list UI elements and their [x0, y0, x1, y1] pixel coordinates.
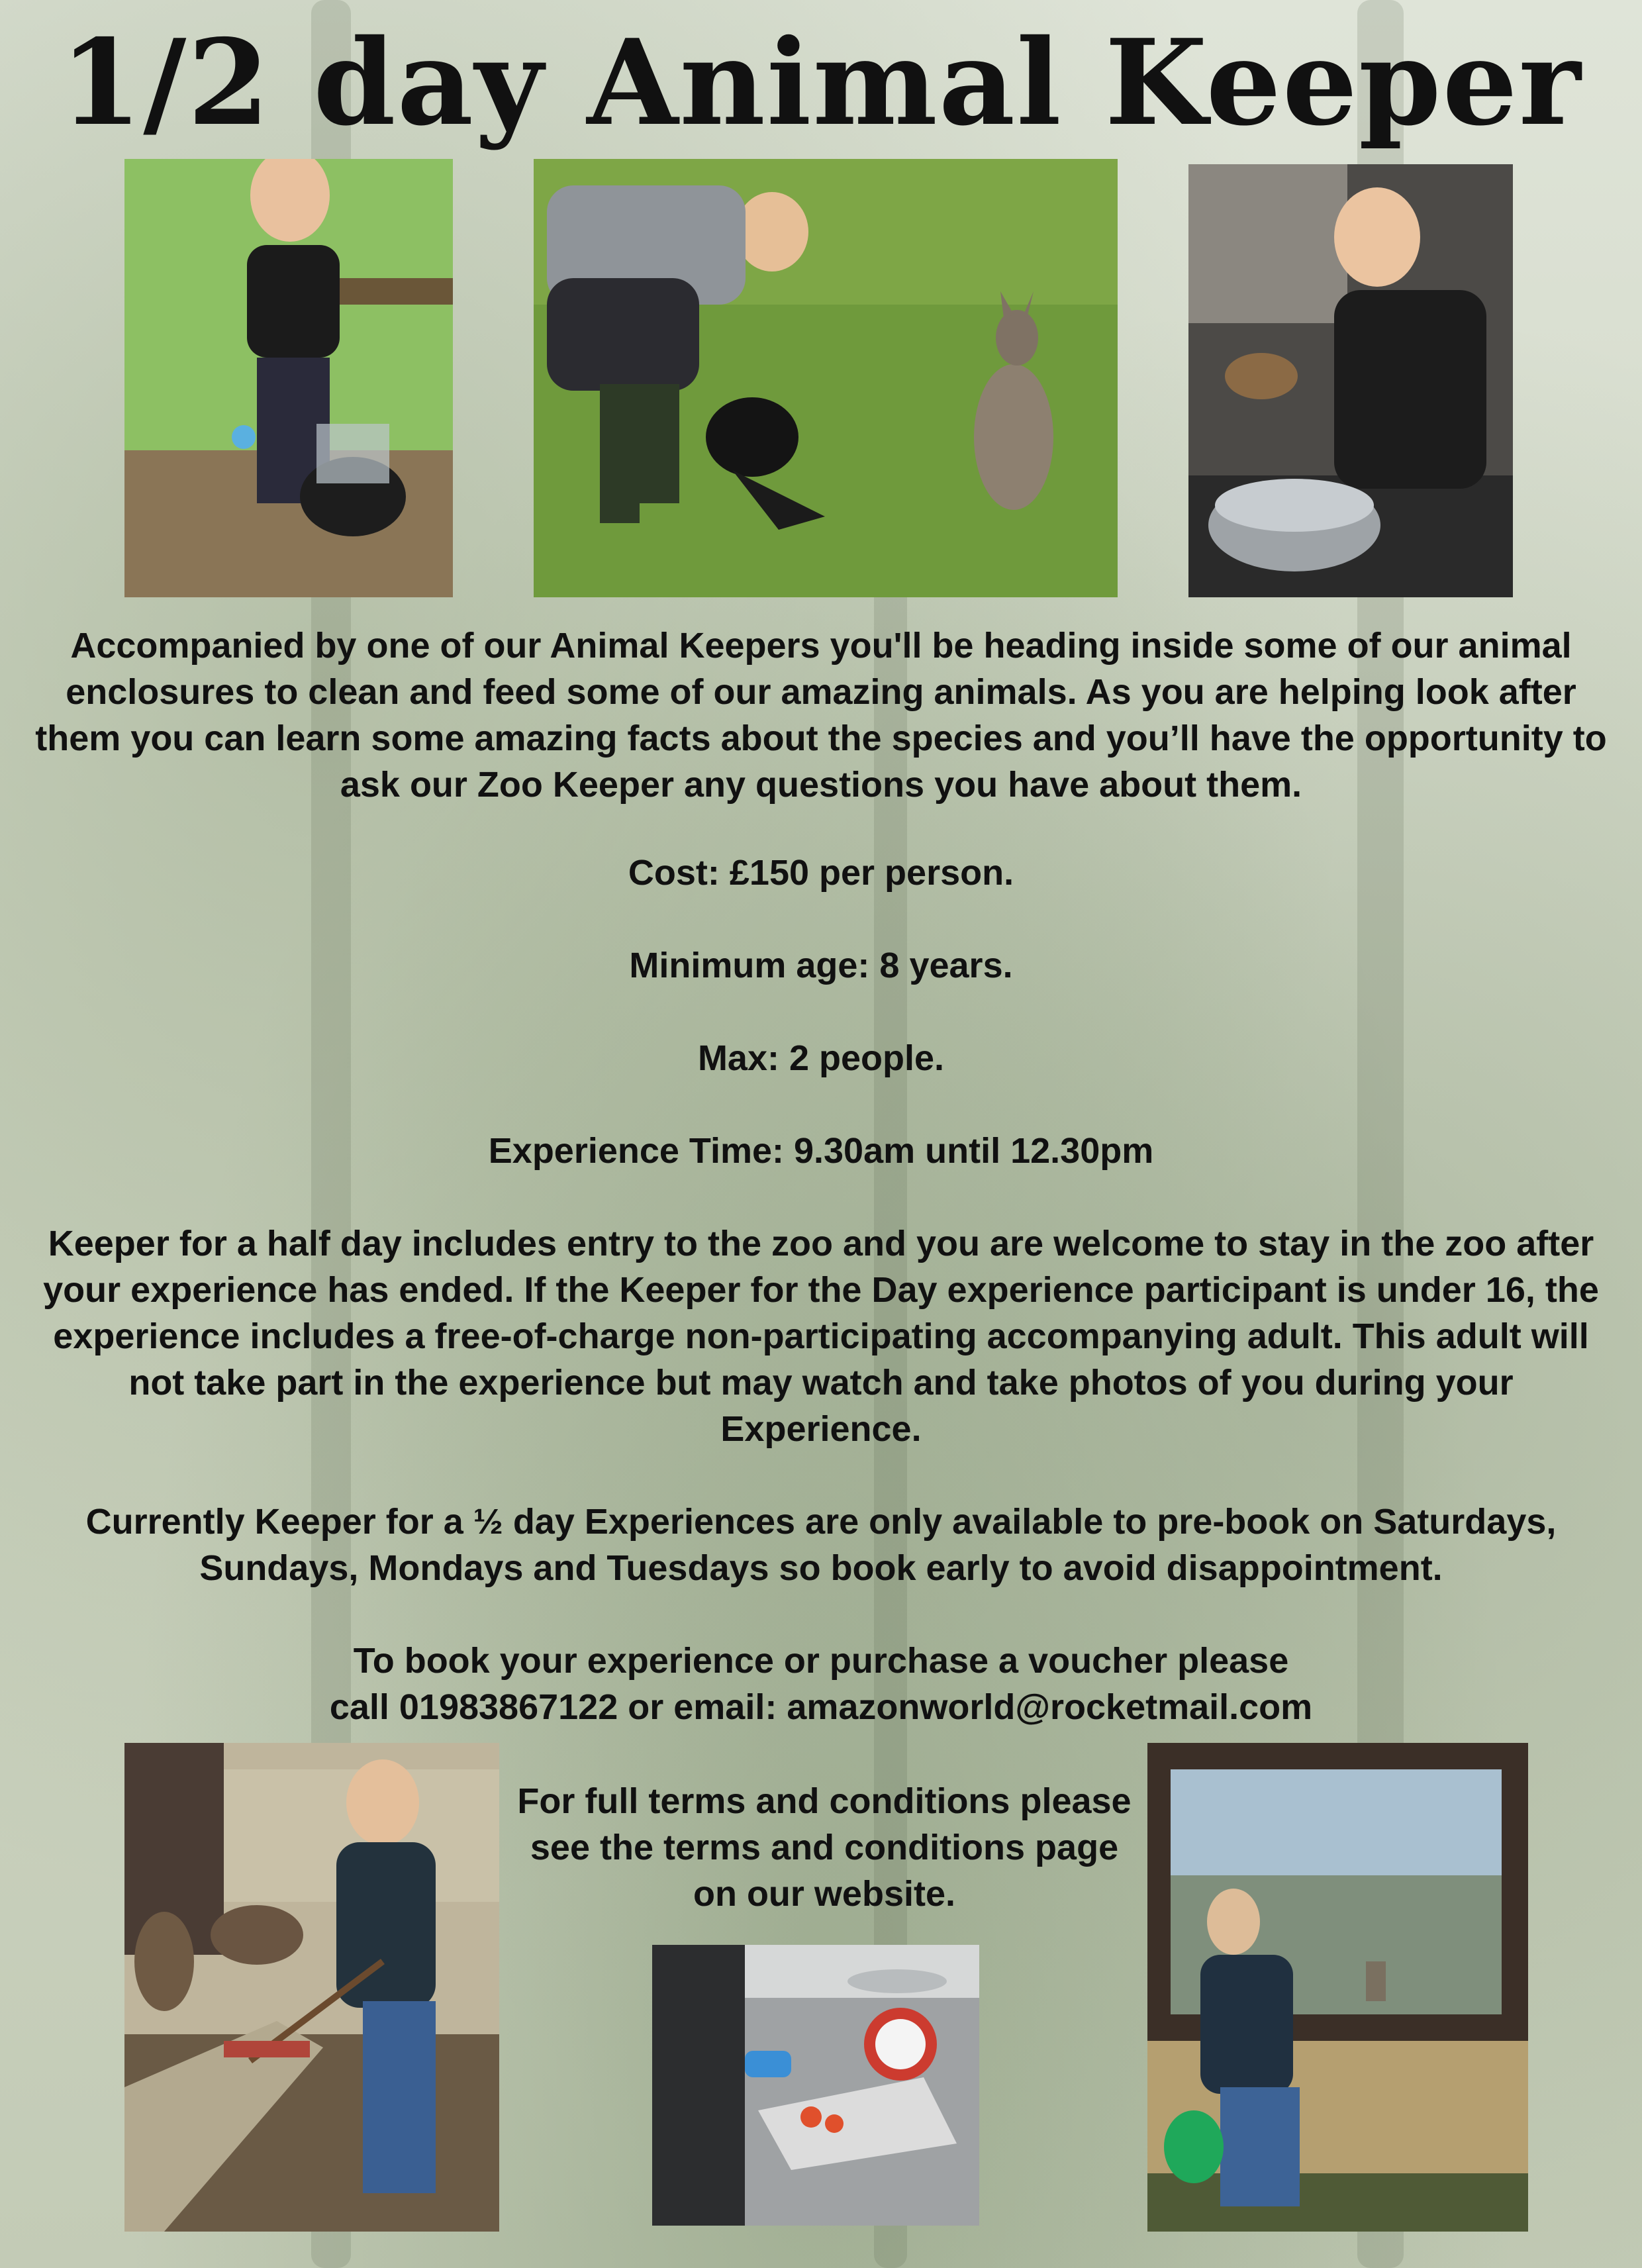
booking-line-2[interactable]: call 01983867122 or email: amazonworld@rocketmail.com: [329, 1687, 1313, 1727]
photo-keeper-cleaning-window: [1147, 1743, 1528, 2232]
photo-girl-with-food-bowl: [1188, 164, 1513, 597]
intro-paragraph: Accompanied by one of our Animal Keepers you'll be heading inside some of our animal enclosures to clean and feed some of our amazing animals. As you are helping look after them you can learn some amazing facts about the species and you’ll have the opportunity to ask our Zoo Keeper any questions you have about them.: [35, 626, 1607, 805]
entry-paragraph: Keeper for a half day includes entry to the zoo and you are welcome to stay in the zoo after your experience has ended. If the Keeper for the Day experience participant is under 16, the experience includes a free-of-charge non-participating accompanying adult. This adult will not take part in the experience but may watch and take photos of you during your Experience.: [43, 1224, 1599, 1449]
experience-time-info: Experience Time: 9.30am until 12.30pm: [488, 1131, 1154, 1171]
photo-boy-with-wallaby: [534, 159, 1118, 597]
photo-keeper-raking-capybaras: [124, 1743, 499, 2232]
photo-preparing-food: [652, 1945, 979, 2226]
cost-info: Cost: £150 per person.: [628, 853, 1014, 893]
booking-line-1: To book your experience or purchase a voucher please: [353, 1641, 1289, 1681]
availability-paragraph: Currently Keeper for a ½ day Experiences are only available to pre-book on Saturdays, Sundays, Mondays and Tuesdays so book early to avoid disappointment.: [85, 1502, 1557, 1588]
terms-paragraph: For full terms and conditions please see the terms and conditions page on our website.: [517, 1781, 1132, 1914]
page-title: 1/2 day Animal Keeper: [60, 13, 1582, 152]
min-age-info: Minimum age: 8 years.: [629, 946, 1013, 985]
max-people-info: Max: 2 people.: [697, 1038, 945, 1078]
photo-girl-cleaning: [124, 159, 453, 597]
